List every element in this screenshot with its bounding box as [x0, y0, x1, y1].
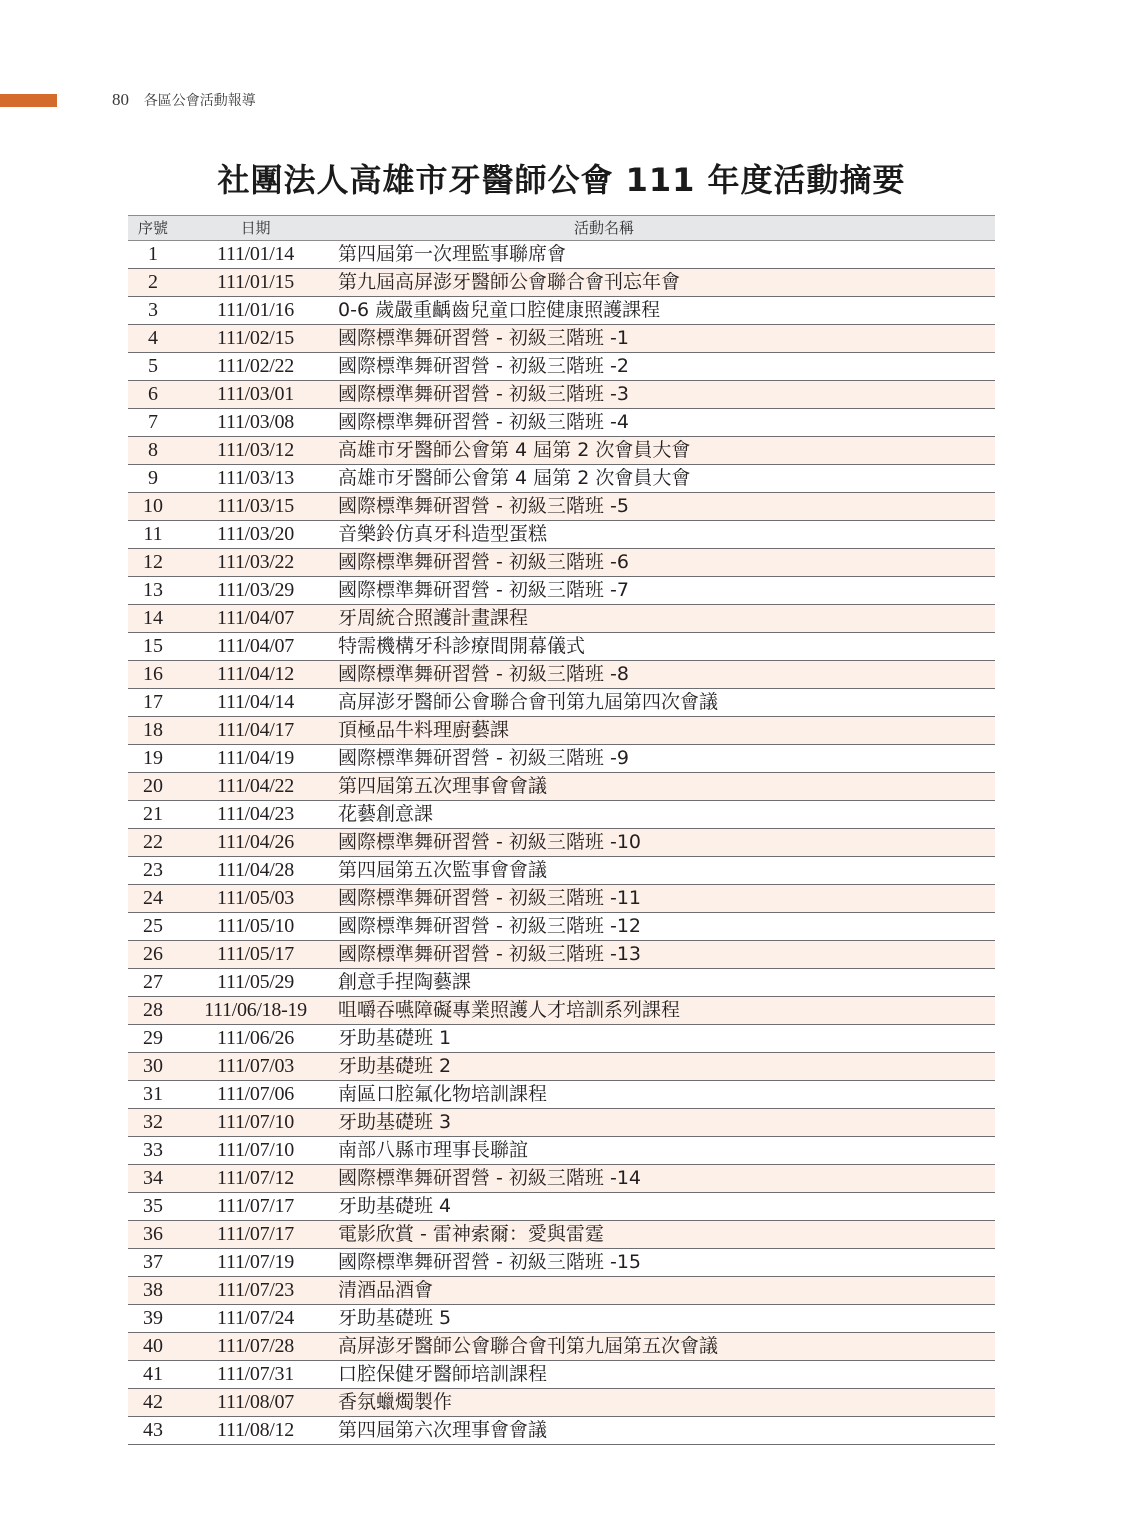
row-number: 1: [148, 243, 158, 265]
row-number: 11: [143, 523, 163, 545]
table-row: [128, 605, 995, 633]
row-date: 111/04/23: [217, 803, 294, 825]
row-activity-name: 第四屆第五次監事會會議: [338, 859, 548, 881]
column-header-number: 序號: [137, 219, 168, 237]
row-date: 111/07/03: [217, 1055, 294, 1077]
row-number: 4: [148, 327, 158, 349]
table-row: [128, 1221, 995, 1249]
row-number: 17: [143, 691, 163, 713]
row-date: 111/07/10: [217, 1111, 294, 1133]
table-row: [128, 1025, 995, 1053]
row-date: 111/04/17: [217, 719, 294, 741]
table-row: [128, 885, 995, 913]
row-activity-name: 牙周統合照護計畫課程: [338, 607, 529, 629]
row-date: 111/04/26: [217, 831, 294, 853]
row-activity-name: 南區口腔氟化物培訓課程: [338, 1083, 548, 1105]
row-activity-name: 國際標準舞研習營 - 初級三階班 -14: [338, 1167, 642, 1189]
row-date: 111/07/12: [217, 1167, 294, 1189]
row-number: 10: [143, 495, 163, 517]
table-row: [128, 493, 995, 521]
row-activity-name: 牙助基礎班 2: [338, 1055, 452, 1077]
row-activity-name: 清酒品酒會: [338, 1279, 434, 1301]
row-date: 111/03/08: [217, 411, 294, 433]
row-date: 111/07/24: [217, 1307, 294, 1329]
row-date: 111/05/17: [217, 943, 294, 965]
table-row: [128, 269, 995, 297]
row-date: 111/02/22: [217, 355, 294, 377]
row-date: 111/03/12: [217, 439, 294, 461]
row-date: 111/01/14: [217, 243, 294, 265]
row-number: 15: [143, 635, 163, 657]
row-activity-name: 牙助基礎班 5: [338, 1307, 452, 1329]
table-row: [128, 1333, 995, 1361]
table-row: [128, 297, 995, 325]
table-row: [128, 437, 995, 465]
page-number: 80: [112, 90, 129, 109]
row-activity-name: 第九屆高屏澎牙醫師公會聯合會刊忘年會: [338, 271, 681, 293]
row-number: 7: [148, 411, 158, 433]
table-row: [128, 353, 995, 381]
row-activity-name: 咀嚼吞嚥障礙專業照護人才培訓系列課程: [338, 999, 681, 1021]
table-row: [128, 521, 995, 549]
row-activity-name: 香氛蠟燭製作: [338, 1391, 453, 1413]
row-number: 3: [148, 299, 158, 321]
row-date: 111/04/07: [217, 635, 294, 657]
row-date: 111/03/13: [217, 467, 294, 489]
table-row: [128, 689, 995, 717]
row-activity-name: 高屏澎牙醫師公會聯合會刊第九屆第五次會議: [338, 1335, 719, 1357]
row-activity-name: 口腔保健牙醫師培訓課程: [338, 1363, 548, 1385]
row-date: 111/03/22: [217, 551, 294, 573]
row-activity-name: 高雄市牙醫師公會第 4 屆第 2 次會員大會: [338, 467, 691, 489]
row-date: 111/01/16: [217, 299, 294, 321]
row-activity-name: 國際標準舞研習營 - 初級三階班 -5: [338, 495, 629, 517]
row-number: 37: [143, 1251, 163, 1273]
row-activity-name: 國際標準舞研習營 - 初級三階班 -7: [338, 579, 629, 601]
table-row: [128, 913, 995, 941]
table-row: [128, 577, 995, 605]
row-activity-name: 第四屆第一次理監事聯席會: [338, 243, 567, 265]
table-row: [128, 1081, 995, 1109]
row-date: 111/07/28: [217, 1335, 294, 1357]
row-number: 20: [143, 775, 163, 797]
table-row: [128, 1193, 995, 1221]
row-date: 111/07/31: [217, 1363, 294, 1385]
section-title: 各區公會活動報導: [143, 93, 256, 109]
row-activity-name: 國際標準舞研習營 - 初級三階班 -8: [338, 663, 629, 685]
row-number: 30: [143, 1055, 163, 1077]
row-number: 33: [143, 1139, 163, 1161]
row-date: 111/08/07: [217, 1391, 294, 1413]
row-activity-name: 牙助基礎班 4: [338, 1195, 452, 1217]
table-row: [128, 1305, 995, 1333]
table-row: [128, 969, 995, 997]
row-number: 22: [143, 831, 163, 853]
row-number: 21: [143, 803, 163, 825]
row-activity-name: 國際標準舞研習營 - 初級三階班 -10: [338, 831, 642, 853]
table-row: [128, 633, 995, 661]
table-row: [128, 661, 995, 689]
row-activity-name: 高雄市牙醫師公會第 4 屆第 2 次會員大會: [338, 439, 691, 461]
document-title: 社團法人高雄市牙醫師公會 111 年度活動摘要: [217, 161, 906, 199]
table-row: [128, 409, 995, 437]
row-number: 14: [143, 607, 163, 629]
row-number: 18: [143, 719, 163, 741]
row-activity-name: 南部八縣市理事長聯誼: [338, 1139, 529, 1161]
table-row: [128, 773, 995, 801]
row-activity-name: 國際標準舞研習營 - 初級三階班 -2: [338, 355, 629, 377]
row-date: 111/06/26: [217, 1027, 294, 1049]
row-activity-name: 頂極品牛料理廚藝課: [338, 719, 510, 741]
row-date: 111/05/03: [217, 887, 294, 909]
row-date: 111/04/19: [217, 747, 294, 769]
row-date: 111/03/29: [217, 579, 294, 601]
table-row: [128, 801, 995, 829]
table-row: [128, 1361, 995, 1389]
row-number: 19: [143, 747, 163, 769]
row-activity-name: 第四屆第五次理事會會議: [338, 775, 548, 797]
row-activity-name: 電影欣賞 - 雷神索爾：愛與雷霆: [338, 1223, 604, 1245]
row-activity-name: 國際標準舞研習營 - 初級三階班 -3: [338, 383, 629, 405]
table-row: [128, 997, 995, 1025]
table-row: [128, 941, 995, 969]
row-date: 111/01/15: [217, 271, 294, 293]
row-activity-name: 國際標準舞研習營 - 初級三階班 -12: [338, 915, 642, 937]
row-number: 36: [143, 1223, 163, 1245]
table-row: [128, 745, 995, 773]
table-row: [128, 829, 995, 857]
row-activity-name: 國際標準舞研習營 - 初級三階班 -11: [338, 887, 642, 909]
row-activity-name: 花藝創意課: [338, 803, 434, 825]
table-row: [128, 465, 995, 493]
row-activity-name: 國際標準舞研習營 - 初級三階班 -6: [338, 551, 629, 573]
column-header-activity: 活動名稱: [573, 219, 634, 237]
table-row: [128, 717, 995, 745]
row-activity-name: 音樂鈴仿真牙科造型蛋糕: [338, 523, 548, 545]
row-number: 42: [143, 1391, 163, 1413]
table-row: [128, 1249, 995, 1277]
row-date: 111/06/18-19: [204, 999, 307, 1021]
row-activity-name: 國際標準舞研習營 - 初級三階班 -4: [338, 411, 629, 433]
table-row: [128, 1137, 995, 1165]
row-number: 40: [143, 1335, 163, 1357]
row-number: 32: [143, 1111, 163, 1133]
row-date: 111/04/28: [217, 859, 294, 881]
activity-table: [128, 215, 995, 1445]
row-date: 111/04/07: [217, 607, 294, 629]
row-activity-name: 國際標準舞研習營 - 初級三階班 -15: [338, 1251, 642, 1273]
table-row: [128, 381, 995, 409]
table-row: [128, 1417, 995, 1445]
row-date: 111/02/15: [217, 327, 294, 349]
table-row: [128, 1053, 995, 1081]
table-row: [128, 857, 995, 885]
row-activity-name: 國際標準舞研習營 - 初級三階班 -13: [338, 943, 642, 965]
row-number: 41: [143, 1363, 163, 1385]
table-row: [128, 1109, 995, 1137]
row-number: 2: [148, 271, 158, 293]
row-number: 8: [148, 439, 158, 461]
row-date: 111/04/14: [217, 691, 294, 713]
row-number: 34: [143, 1167, 163, 1189]
table-header-row: [128, 215, 995, 241]
column-header-date: 日期: [240, 219, 271, 237]
row-number: 38: [143, 1279, 163, 1301]
table-row: [128, 1277, 995, 1305]
row-number: 43: [143, 1419, 163, 1441]
row-date: 111/08/12: [217, 1419, 294, 1441]
row-activity-name: 創意手捏陶藝課: [338, 971, 472, 993]
row-activity-name: 0-6 歲嚴重齲齒兒童口腔健康照護課程: [338, 299, 661, 321]
row-activity-name: 國際標準舞研習營 - 初級三階班 -9: [338, 747, 629, 769]
row-number: 5: [148, 355, 158, 377]
table-row: [128, 549, 995, 577]
row-date: 111/05/10: [217, 915, 294, 937]
row-activity-name: 牙助基礎班 1: [338, 1027, 452, 1049]
table-row: [128, 325, 995, 353]
row-number: 12: [143, 551, 163, 573]
row-date: 111/03/15: [217, 495, 294, 517]
row-number: 23: [143, 859, 163, 881]
row-number: 29: [143, 1027, 163, 1049]
row-date: 111/04/12: [217, 663, 294, 685]
row-number: 24: [143, 887, 163, 909]
row-activity-name: 第四屆第六次理事會會議: [338, 1419, 548, 1441]
table-row: [128, 241, 995, 269]
row-date: 111/07/19: [217, 1251, 294, 1273]
table-row: [128, 1389, 995, 1417]
row-date: 111/07/10: [217, 1139, 294, 1161]
row-number: 26: [143, 943, 163, 965]
table-row: [128, 1165, 995, 1193]
row-activity-name: 牙助基礎班 3: [338, 1111, 452, 1133]
row-number: 35: [143, 1195, 163, 1217]
row-number: 39: [143, 1307, 163, 1329]
row-date: 111/07/06: [217, 1083, 294, 1105]
row-activity-name: 特需機構牙科診療間開幕儀式: [338, 635, 586, 657]
row-number: 28: [143, 999, 163, 1021]
row-date: 111/07/17: [217, 1195, 294, 1217]
row-date: 111/07/23: [217, 1279, 294, 1301]
row-number: 27: [143, 971, 163, 993]
section-accent-bar: [0, 94, 57, 107]
row-number: 13: [143, 579, 163, 601]
row-date: 111/03/01: [217, 383, 294, 405]
row-activity-name: 高屏澎牙醫師公會聯合會刊第九屆第四次會議: [338, 691, 719, 713]
row-number: 25: [143, 915, 163, 937]
row-date: 111/05/29: [217, 971, 294, 993]
row-date: 111/03/20: [217, 523, 294, 545]
row-date: 111/04/22: [217, 775, 294, 797]
row-number: 6: [148, 383, 158, 405]
row-number: 16: [143, 663, 163, 685]
row-number: 31: [143, 1083, 163, 1105]
row-date: 111/07/17: [217, 1223, 294, 1245]
table-body: [128, 241, 995, 1445]
page-header: [112, 90, 256, 110]
row-number: 9: [148, 467, 158, 489]
row-activity-name: 國際標準舞研習營 - 初級三階班 -1: [338, 327, 629, 349]
